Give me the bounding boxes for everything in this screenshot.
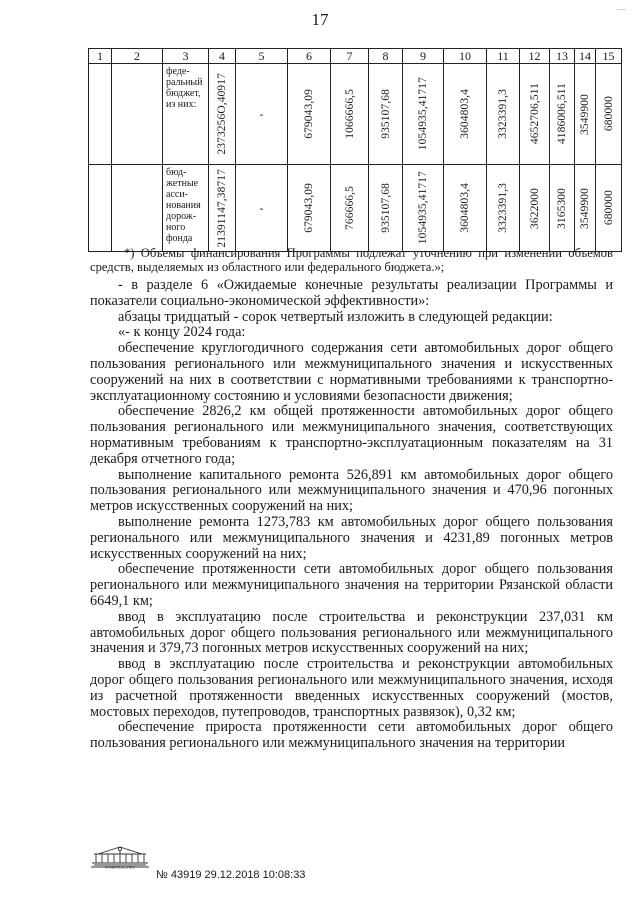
cell-value: 680000 [602,190,615,226]
cell-value: 3323391,3 [497,89,509,139]
table-cell [487,165,520,252]
cell-value: 3604803,4 [459,89,471,139]
document-id: № 43919 29.12.2018 10:08:33 [156,869,306,881]
footnote: *) Объемы финансирования Программы подлежат уточнению при изменении объемов средств, выделяемых из областного или федерального бюджета.»; [90,246,613,274]
cell-value: 3549900 [579,187,591,229]
table-cell [575,165,596,252]
table-cell-empty [89,165,112,252]
table-cell-empty [112,165,163,252]
column-header: 4 [209,49,236,64]
cell-value: 679043,09 [303,89,315,139]
table-cell [444,64,487,165]
cell-value: 679043,09 [303,183,315,233]
column-header: 15 [596,49,622,64]
cell-total: 2373256О,40917 [216,73,228,155]
paragraph: ввод в эксплуатацию после строительства и реконструкции 237,031 км автомобильных дорог общего пользования регионального или межмуниципального значения и 379,73 погонных метров искусственных сооружений на них; [90,608,613,657]
row-label: феде-ральный бюджет, из них: [163,64,209,165]
column-header: 10 [444,49,487,64]
cell-total: 21391147,38717 [216,168,228,248]
column-header: 9 [403,49,444,64]
column-header: 7 [331,49,369,64]
table-cell [331,64,369,165]
cell-value: 1054935,41717 [417,171,429,245]
cell-value: 766666,5 [343,186,356,230]
paragraph: обеспечение круглогодичного содержания сети автомобильных дорог общего пользования регионального или межмуниципального значения и искусственных сооружений на них в соответствии с нормативными требованиями к транспортно-эксплуатационному состоянию и условиями безопасности движения; [90,340,613,404]
table-cell [520,64,550,165]
paragraph: «- к концу 2024 года: [118,324,246,341]
paragraph: обеспечение протяженности сети автомобильных дорог общего пользования регионального или межмуниципального значения на территории Рязанской области 6649,1 км; [90,561,613,609]
cell-value: 1054935,41717 [417,77,429,151]
table-row [89,165,622,252]
cell-value: 3604803,4 [459,183,471,233]
table-cell-empty [112,64,163,165]
cell-value: 1066666,5 [343,89,356,139]
paragraph: выполнение ремонта 1273,783 км автомобильных дорог общего пользования регионального или межмуниципального значения и 4231,89 погонных метров искусственных сооружений на них; [90,513,613,562]
cell-value: 3622000 [528,187,541,229]
cell-value: 3549900 [579,93,591,135]
table-cell [288,64,331,165]
table-cell [209,64,236,165]
table-header-row [89,49,622,64]
table-cell [369,165,403,252]
table-cell [444,165,487,252]
table-cell [550,165,575,252]
table-cell [369,64,403,165]
column-header: 12 [520,49,550,64]
table-cell [331,165,369,252]
row-label: бюд-жетные асси-нования дорож-ного фонда [163,165,209,252]
cell-value: 4186006,511 [556,83,568,145]
column-header: 14 [575,49,596,64]
table-cell [403,165,444,252]
cell-value: 3323391,3 [497,183,509,233]
paragraph: - в разделе 6 «Ожидаемые конечные результаты реализации Программы и показатели социально-экономической эффективности»: [90,277,613,309]
paragraph: ввод в эксплуатацию после строительства и реконструкции автомобильных дорог общего пользования регионального или межмуниципального значения, исходя из расчетной протяженности введенных искусственных сооружений (мостов, мостовых переходов, путепроводов, транспортных развязок), 0,32 км; [90,656,613,720]
funding-table [88,48,622,252]
paragraph: обеспечение 2826,2 км общей протяженности автомобильных дорог общего пользования регионального или межмуниципального значения, соответствующих нормативным требованиям к транспортно-эксплуатационным показателям на 31 декабря отчетного года; [90,403,613,467]
stamp-caption: ПРАВИТЕЛЬСТВО [104,865,136,869]
column-header: 3 [163,49,209,64]
table-cell [596,64,622,165]
cell-value: 3165300 [556,187,568,229]
cell-value: 935107,68 [379,89,392,139]
cell-value: 680000 [602,96,615,132]
table-row [89,64,622,165]
cell-value: 935107,68 [379,183,392,233]
column-header: 13 [550,49,575,64]
paragraph: абзацы тридцатый - сорок четвертый изложить в следующей редакции: [118,308,553,325]
table-cell [403,64,444,165]
table-cell [209,165,236,252]
column-header: 11 [487,49,520,64]
cell-value: 4652706,511 [528,83,541,145]
page-number: 17 [311,10,329,29]
table-cell [596,165,622,252]
table-cell-dash: - [236,165,288,252]
column-header: 8 [369,49,403,64]
government-building-stamp-icon [88,843,152,869]
corner-mark: — [617,4,626,14]
table-cell-dash: - [236,64,288,165]
document-body [90,246,613,752]
column-header: 2 [112,49,163,64]
column-header: 5 [236,49,288,64]
table-cell [288,165,331,252]
paragraph: обеспечение прироста протяженности сети автомобильных дорог общего пользования регионального или межмуниципального значения на территории [90,719,613,752]
column-header: 1 [89,49,112,64]
paragraph: выполнение капитального ремонта 526,891 км автомобильных дорог общего пользования регионального или межмуниципального значения и 470,96 погонных метров искусственных сооружений на них; [90,466,613,515]
table-cell [550,64,575,165]
table-cell [487,64,520,165]
column-header: 6 [288,49,331,64]
table-cell [575,64,596,165]
table-cell [520,165,550,252]
table-cell-empty [89,64,112,165]
